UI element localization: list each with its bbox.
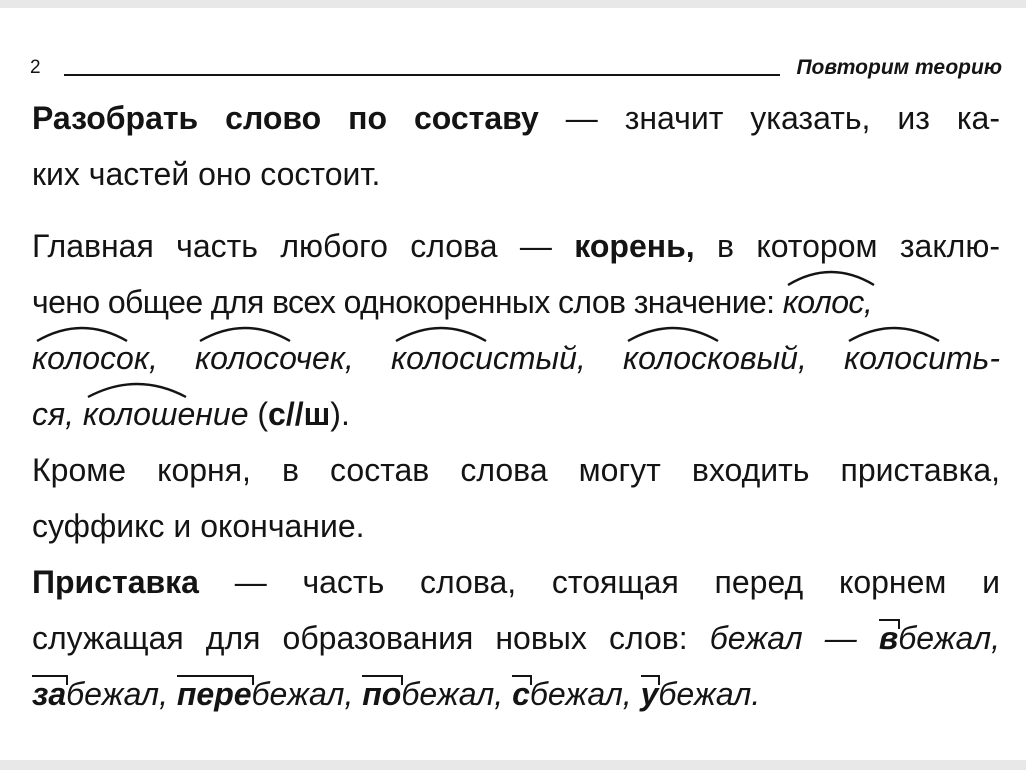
paragraph-2-line-2 (32, 282, 1000, 322)
paragraph-2-line-1 (32, 226, 1000, 266)
paragraph-2-line-4 (32, 394, 1000, 434)
example-word: сбежал, (512, 676, 632, 712)
example-word: колосковый, (623, 338, 807, 378)
bracket: ( (257, 396, 269, 432)
term-word-analysis: Разобрать слово по составу (32, 100, 539, 136)
punctuation: , (863, 284, 873, 320)
example-word: колошение (83, 394, 249, 434)
prefix-mark (641, 675, 661, 685)
prefix-mark (32, 675, 68, 685)
example-word: убежал. (640, 676, 761, 712)
section-title: Повторим теорию (796, 56, 1002, 79)
prefix: в (878, 620, 899, 656)
page-header (30, 56, 1002, 86)
root-arc-mark (34, 323, 130, 343)
root-arc-mark (393, 323, 489, 343)
paragraph-1-line-2 (32, 154, 1000, 194)
textbook-page (0, 8, 1026, 760)
paragraph-4-line-2 (32, 618, 1000, 658)
paragraph-3-line-2 (32, 506, 1000, 546)
example-word: колосочек, (195, 338, 354, 378)
page-number: 2 (30, 57, 41, 78)
paragraph-4-line-3 (32, 674, 1000, 714)
example-word: забежал, (32, 676, 168, 712)
example-word: колос (783, 282, 864, 322)
alternation: с//ш (268, 396, 331, 432)
prefix-mark (362, 675, 403, 685)
prefix-mark (177, 675, 254, 685)
prefix: по (362, 676, 402, 712)
text: чено общее для всех однокоренных слов значение: (32, 284, 783, 320)
root-arc-mark (625, 323, 721, 343)
example-word: колосить- (844, 338, 1000, 378)
text: Главная часть любого слова — (32, 228, 575, 264)
example-word: колосистый, (391, 338, 586, 378)
definition-text: ких частей оно состоит. (32, 156, 381, 192)
term-prefix: Приставка (32, 564, 199, 600)
root-arc-mark (197, 323, 293, 343)
prefix: за (32, 676, 67, 712)
root-arc-mark (785, 267, 877, 287)
text: в котором заклю- (694, 228, 1001, 264)
example-word-ending: ся, (32, 396, 74, 432)
paragraph-3-line-1 (32, 450, 1000, 490)
prefix-mark (879, 619, 900, 629)
example-word: перебежал, (176, 676, 354, 712)
prefix: пере (176, 676, 252, 712)
bracket: ). (330, 396, 350, 432)
header-rule (64, 74, 780, 76)
root-arc-mark (846, 323, 942, 343)
term-root: корень, (574, 228, 695, 264)
text: Кроме корня, в состав слова могут входить приставка, (32, 452, 1000, 488)
root-arc-mark (85, 379, 189, 399)
prefix: с (512, 676, 530, 712)
text: — часть слова, стоящая перед корнем и (198, 564, 1000, 600)
text: суффикс и окончание. (32, 508, 365, 544)
prefix: у (640, 676, 659, 712)
prefix-mark (512, 675, 532, 685)
text: служащая для образования новых слов: (32, 620, 710, 656)
example-word: вбежал, (878, 620, 1001, 656)
base-word: бежал — (709, 620, 857, 656)
paragraph-2-line-3 (32, 338, 1000, 378)
example-word: побежал, (362, 676, 504, 712)
example-word: колосок, (32, 338, 158, 378)
paragraph-1-line-1 (32, 98, 1000, 138)
paragraph-4-line-1 (32, 562, 1000, 602)
definition-text: — значит указать, из ка- (538, 100, 1001, 136)
